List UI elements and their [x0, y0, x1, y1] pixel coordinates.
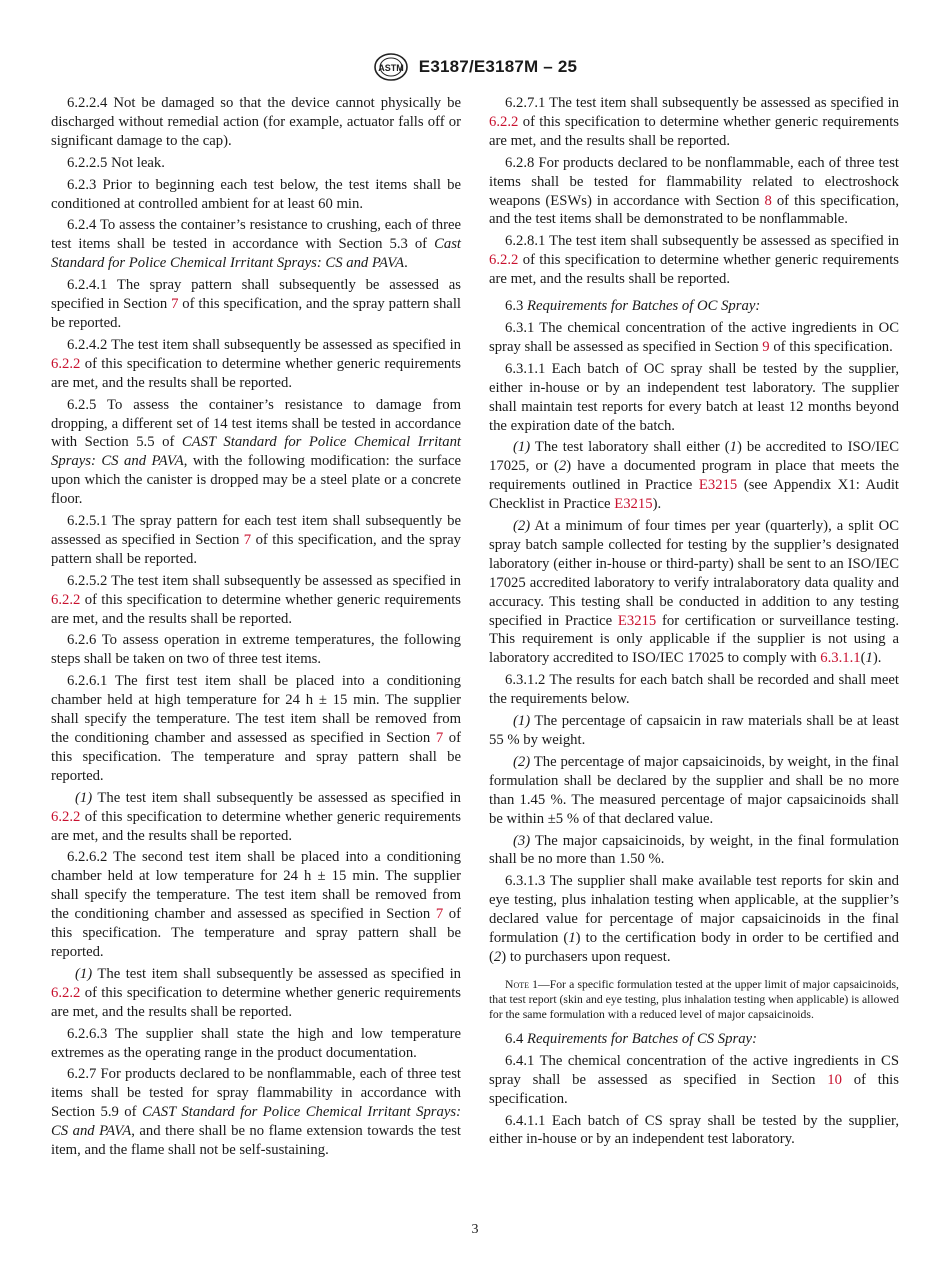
paragraph: (1) The test item shall subsequently be assessed as specified in 6.2.2 of this specification to determine whether generic requirements are met, and the results shall be reported. [51, 789, 461, 844]
paragraph: 6.4.1.1 Each batch of CS spray shall be tested by the supplier, either in-house or by an independent test laboratory. [489, 1112, 899, 1148]
page-header [0, 52, 950, 82]
svg-text:ASTM: ASTM [378, 63, 404, 73]
astm-logo-icon [373, 52, 409, 82]
left-column [51, 94, 461, 1163]
paragraph: 6.2.5.2 The test item shall subsequently be assessed as specified in 6.2.2 of this specification to determine whether generic requirements are met, and the results shall be reported. [51, 572, 461, 627]
section-heading: 6.3 Requirements for Batches of OC Spray: [505, 298, 761, 315]
paragraph: 6.2.4.1 The spray pattern shall subsequently be assessed as specified in Section 7 of this specification, and the spray pattern shall be reported. [51, 277, 461, 331]
practice-link[interactable]: E3215 [698, 477, 738, 494]
section-link[interactable]: 7 [243, 531, 252, 548]
section-link[interactable]: 6.3.1.1 [820, 650, 861, 667]
section-link[interactable]: 6.2.2 [51, 984, 81, 1001]
section-link[interactable]: 7 [171, 296, 179, 313]
paragraph: 6.3.1.2 The results for each batch shall be recorded and shall meet the requirements below. [489, 672, 899, 708]
paragraph: (1) The percentage of capsaicin in raw materials shall be at least 55 % by weight. [489, 713, 899, 748]
paragraph: 6.2.3 Prior to beginning each test below, the test items shall be conditioned at controlled ambient for at least 60 min. [51, 176, 461, 212]
paragraph: (2) The percentage of major capsaicinoids, by weight, in the final formulation shall be declared by the supplier and shall be no more than 1.45 %. The measured percentage of major capsaicinoids shall be within ±5 % of that declared value. [489, 753, 899, 827]
paragraph: 6.2.6.3 The supplier shall state the high and low temperature extremes as the operating range in the product documentation. [51, 1025, 461, 1061]
section-heading: 6.4 Requirements for Batches of CS Spray: [505, 1030, 757, 1047]
paragraph: 6.3.1.1 Each batch of OC spray shall be tested by the supplier, either in-house or by an independent test laboratory. The supplier shall maintain test reports for every batch at least 12 months beyond the expiration date of the batch. [489, 360, 899, 434]
section-link[interactable]: 10 [827, 1071, 842, 1088]
paragraph: (1) The test item shall subsequently be assessed as specified in 6.2.2 of this specification to determine whether generic requirements are met, and the results shall be reported. [51, 965, 461, 1020]
paragraph: 6.2.8.1 The test item shall subsequently be assessed as specified in 6.2.2 of this specification to determine whether generic requirements are met, and the results shall be reported. [489, 233, 899, 288]
section-link[interactable]: 6.2.2 [51, 355, 81, 372]
page-number: 3 [471, 1222, 479, 1237]
right-column [489, 94, 899, 1152]
paragraph: 6.2.7.1 The test item shall subsequently be assessed as specified in 6.2.2 of this specification to determine whether generic requirements are met, and the results shall be reported. [489, 95, 899, 149]
paragraph: 6.2.5.1 The spray pattern for each test item shall subsequently be assessed as specified in Section 7 of this specification, and the spray pattern shall be reported. [51, 513, 461, 567]
paragraph: 6.2.4.2 The test item shall subsequently be assessed as specified in 6.2.2 of this specification to determine whether generic requirements are met, and the results shall be reported. [51, 336, 461, 391]
section-link[interactable]: 7 [435, 730, 444, 746]
practice-link[interactable]: E3215 [614, 496, 653, 513]
section-link[interactable]: 6.2.2 [51, 808, 81, 825]
section-link[interactable]: 8 [764, 192, 772, 209]
paragraph: 6.2.5 To assess the container’s resistance to damage from dropping, a different set of 14 test items shall be tested in accordance with Section 5.5 of CAST Standard for Police Chemical Irritant Sprays: CS and PAVA, with the following modification: the surface upon which the canister is dropped may be a steel plate or a concrete floor. [51, 396, 461, 508]
paragraph: 6.2.7 For products declared to be nonflammable, each of three test items shall be tested for spray flammability in accordance with Section 5.9 of CAST Standard for Police Chemical Irritant Sprays: CS and PAVA, and there shall be no flame extension towards the test item, and the flame shall not be self-sustaining. [51, 1066, 462, 1159]
note-label: Note 1 [505, 977, 538, 991]
section-link[interactable]: 9 [762, 338, 770, 355]
section-link[interactable]: 7 [435, 906, 444, 923]
paragraph: 6.2.2.4 Not be damaged so that the device cannot physically be discharged without remedial action (for example, actuator falls off or significant damage to the cap). [51, 95, 461, 149]
paragraph: (1) The test laboratory shall either (1) be accredited to ISO/IEC 17025, or (2) have a documented program in place that meets the requirements outlined in Practice E3215 (see Appendix X1: Audit Checklist in Practice E3215). [489, 439, 900, 513]
paragraph: 6.2.6.2 The second test item shall be placed into a conditioning chamber held at low temperature for 24 h ± 15 min. The supplier shall specify the temperature. The test item shall be removed from the conditioning chamber and assessed as specified in Section 7 of this specification. The temperature and spray pattern shall be reported. [51, 849, 461, 960]
section-link[interactable]: 6.2.2 [51, 591, 81, 608]
paragraph: 6.2.6 To assess operation in extreme temperatures, the following steps shall be taken on two of three test items. [51, 632, 461, 668]
document-id: E3187/E3187M – 25 [418, 57, 578, 76]
section-link[interactable]: 6.2.2 [489, 113, 519, 130]
paragraph: 6.3.1.3 The supplier shall make available test reports for skin and eye testing, plus inhalation testing when applicable, at the supplier’s declared value for percentage of major capsaicinoids in the final formulation (1) to the certification body in order to be certified and (2) to purchasers upon request. [489, 873, 899, 965]
paragraph: 6.2.4 To assess the container’s resistance to crushing, each of three test items shall be tested in accordance with Section 5.3 of Cast Standard for Police Chemical Irritant Sprays: CS and PAVA. [51, 217, 461, 272]
paragraph: 6.2.2.5 Not leak. [67, 154, 165, 171]
paragraph: (2) At a minimum of four times per year (quarterly), a split OC spray batch sample collected for testing by the supplier’s designated laboratory (either in-house or third-party) shall be sent to an ISO/IEC 17025 accredited laboratory to verify intralaboratory data quality and accuracy. This testing shall be conducted in addition to any testing specified in Practice E3215 for certification or surveillance testing. This requirement is only applicable if the supplier is not using a laboratory accredited to ISO/IEC 17025 to comply with 6.3.1.1(1). [489, 518, 900, 667]
paragraph: 6.2.6.1 The first test item shall be placed into a conditioning chamber held at high temperature for 24 h ± 15 min. The supplier shall specify the temperature. The test item shall be removed from the conditioning chamber and assessed as specified in Section 7 of this specification. The temperature and spray pattern shall be reported. [51, 673, 461, 784]
note: Note 1—For a specific formulation tested at the upper limit of major capsaicinoids, that test report (skin and eye testing, plus inhalation testing when applicable) is allowed for the same formulation with a reduced level of major capsaicinoids. [489, 977, 899, 1021]
paragraph: 6.3.1 The chemical concentration of the active ingredients in OC spray shall be assessed as specified in Section 9 of this specification. [489, 319, 899, 355]
practice-link[interactable]: E3215 [617, 612, 657, 629]
paragraph: (3) The major capsaicinoids, by weight, in the final formulation shall be no more than 1.50 %. [489, 832, 899, 868]
paragraph: 6.2.8 For products declared to be nonflammable, each of three test items shall be tested for flammability related to electroshock weapons (ESWs) in accordance with Section 8 of this specification, and the test items shall be demonstrated to be nonflammable. [489, 154, 899, 228]
paragraph: 6.4.1 The chemical concentration of the active ingredients in CS spray shall be assessed as specified in Section 10 of this specification. [489, 1052, 899, 1107]
section-link[interactable]: 6.2.2 [489, 252, 519, 269]
